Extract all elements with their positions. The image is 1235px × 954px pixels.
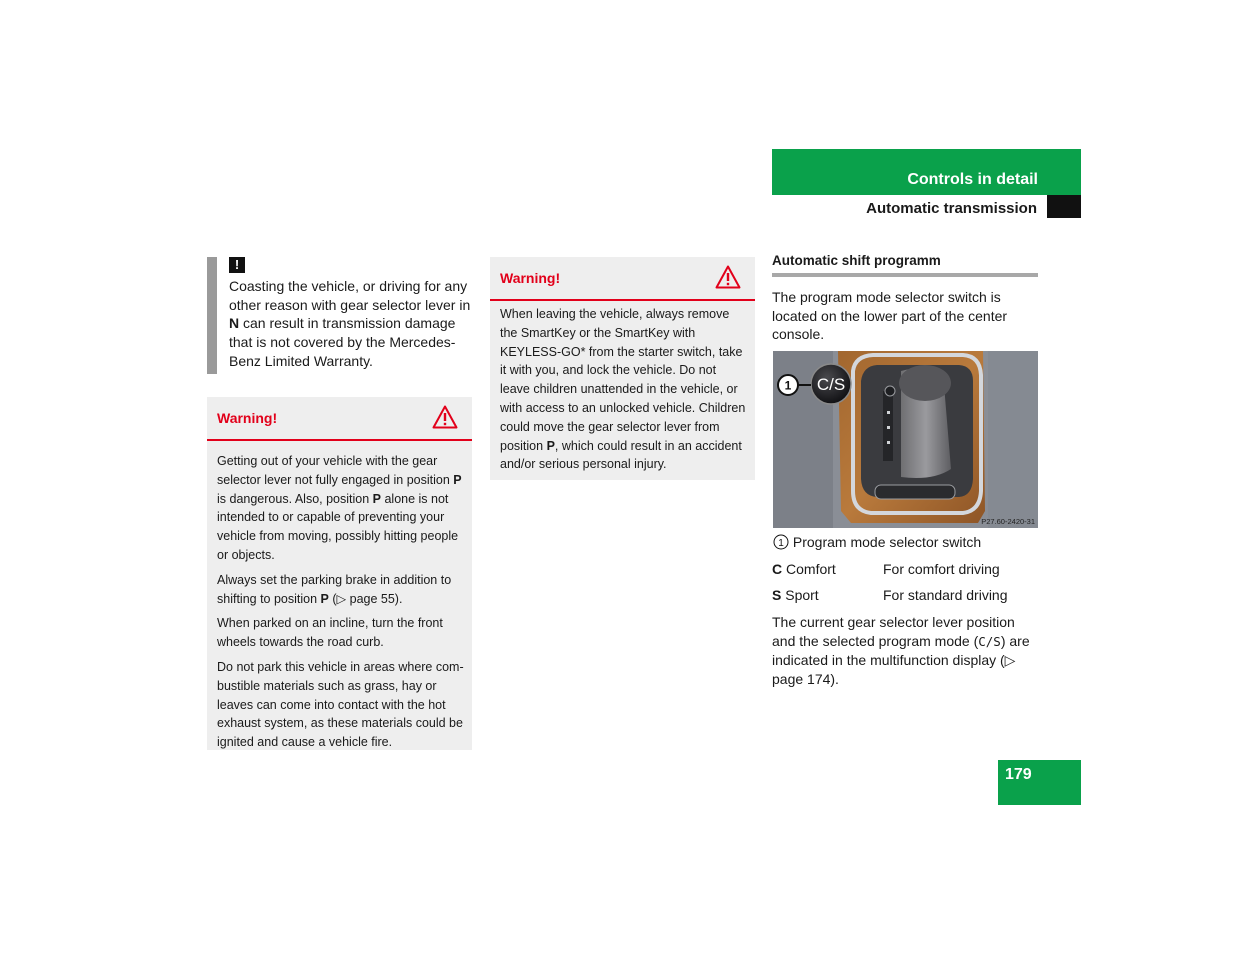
text: The current gear selector lever position and the selected program mode ( xyxy=(772,614,1015,649)
mode-term xyxy=(772,587,819,603)
mode-description: For standard driving xyxy=(883,587,1008,603)
warning-paragraph xyxy=(217,452,464,565)
notice-text-2: can result in transmission damage that is not covered by the Mercedes-Benz Limited Warranty. xyxy=(229,315,456,369)
warning-body xyxy=(500,305,747,480)
notice-bar xyxy=(207,257,217,374)
warning-paragraph: Do not park this vehicle in areas where com-bustible materials such as grass, hay or leaves can come into contact with the hot exhaust system, as these materials could be ignited and cause a vehicle fire. xyxy=(217,659,464,750)
section-subtitle: Automatic transmission xyxy=(866,200,1037,217)
callout-1-icon xyxy=(773,534,789,550)
text: Getting out of your vehicle with the gear selector lever not fully engaged in position xyxy=(217,454,454,487)
display-note xyxy=(772,613,1038,689)
warning-paragraph xyxy=(217,571,464,609)
image-code: P27.60-2420-31 xyxy=(981,517,1035,526)
intro-text: The program mode selector switch is located on the lower part of the center console. xyxy=(772,289,1008,343)
chapter-title: Controls in detail xyxy=(907,171,1038,188)
position-p: P xyxy=(372,491,381,506)
warning-body xyxy=(217,452,464,758)
display-symbol: C/S xyxy=(978,633,1001,649)
position-p: P xyxy=(453,472,462,487)
warning-triangle-icon xyxy=(715,265,741,289)
warning-paragraph xyxy=(500,305,747,474)
warning-label: Warning! xyxy=(217,410,278,426)
page-reference-link[interactable]: ) are indicated in the multifunction display (▷ page 174). xyxy=(772,632,1030,688)
exclamation-icon: ! xyxy=(229,257,245,273)
mode-key: C xyxy=(772,561,783,577)
page-number-tab xyxy=(998,760,1081,805)
warning-header xyxy=(490,257,755,301)
center-console-photo xyxy=(773,351,1038,528)
position-p: P xyxy=(546,438,555,453)
text: , which could result in an accident and/or serious personal injury. xyxy=(500,438,742,472)
text: When leaving the vehicle, always remove the SmartKey or the SmartKey with KEYLESS-GO* from the starter switch, take it with you, and lock the vehicle. Do not leave children unattended in the vehicle, or with access to an unlocked vehicle. Children could move the gear selector lever from position xyxy=(500,307,746,453)
warning-triangle-icon xyxy=(432,405,458,429)
notice-box xyxy=(207,257,472,374)
mode-term xyxy=(772,561,836,577)
mode-term-text: Comfort xyxy=(782,561,836,577)
caption-number: 1 xyxy=(778,537,784,549)
page-reference-link[interactable]: (▷ page 55). xyxy=(328,591,403,606)
page-number: 179 xyxy=(1005,766,1032,783)
warning-box-smartkey xyxy=(490,257,755,480)
text: Always set the parking brake in addition to shifting to position xyxy=(217,572,452,606)
callout-number: 1 xyxy=(784,378,792,393)
text: is dangerous. Also, position xyxy=(217,491,373,506)
position-p: P xyxy=(320,591,329,606)
warning-label: Warning! xyxy=(500,270,561,286)
mode-key: S xyxy=(772,587,782,603)
caption-text: Program mode selector switch xyxy=(792,534,982,550)
notice-text-bold: N xyxy=(229,315,240,332)
section-heading: Automatic shift programm xyxy=(772,253,1038,277)
notice-text xyxy=(229,277,474,371)
warning-box-parking xyxy=(207,397,472,750)
callout-cs-label: C/S xyxy=(816,375,846,394)
header-marker xyxy=(1047,195,1081,218)
mode-term-text: Sport xyxy=(781,587,819,603)
photo-caption xyxy=(773,533,1039,551)
text: alone is not intended to or capable of preventing your vehicle from moving, possibly hitting people or objects. xyxy=(217,491,459,562)
mode-description: For comfort driving xyxy=(883,561,1000,577)
notice-text-1: Coasting the vehicle, or driving for any other reason with gear selector lever in xyxy=(229,278,471,313)
warning-paragraph: When parked on an incline, turn the front wheels towards the road curb. xyxy=(217,616,443,650)
chapter-header-band xyxy=(772,149,1081,195)
warning-header xyxy=(207,397,472,441)
